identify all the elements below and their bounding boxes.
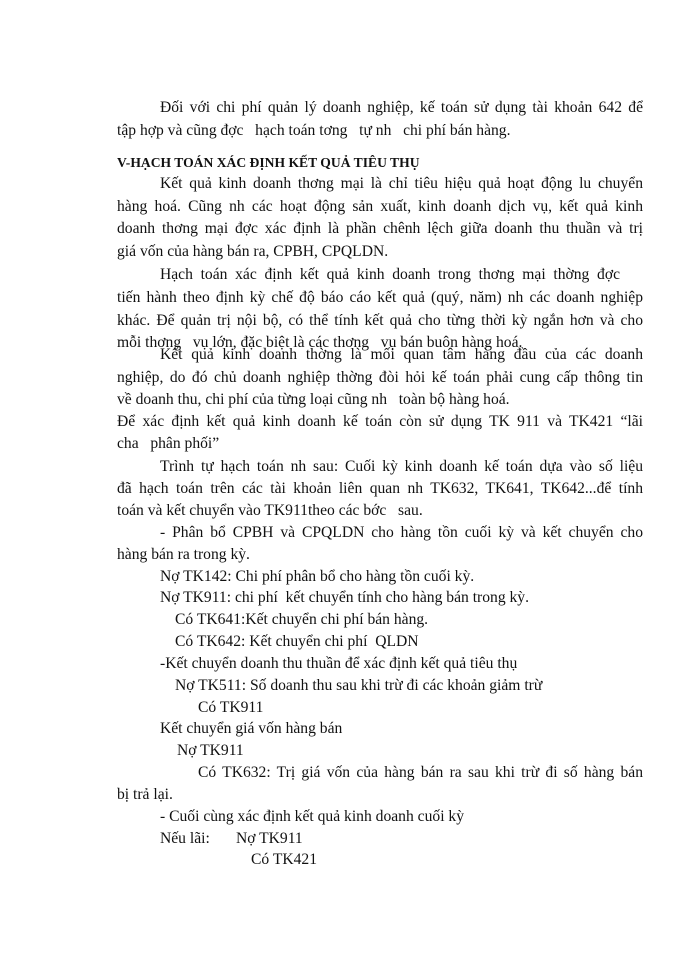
paragraph-line: toán và kết chuyển vào TK911theo các bớc sau. <box>117 502 423 519</box>
journal-entry-line: Nợ TK142: Chi phí phân bổ cho hàng tồn cuối kỳ. <box>160 568 475 585</box>
paragraph-line: hàng bán ra trong kỳ. <box>117 546 250 563</box>
journal-entry-line: Có TK642: Kết chuyển chi phí QLDN <box>175 633 419 650</box>
paragraph-line: Kết quả kinh doanh thờng là mối quan tâm hàng đầu của các doanh <box>160 346 643 363</box>
paragraph-line: Hạch toán xác định kết quả kinh doanh trong thơng mại thờng đợc <box>160 266 620 283</box>
paragraph-line: Kết chuyển giá vốn hàng bán <box>160 720 343 737</box>
paragraph-line: - Cuối cùng xác định kết quả kinh doanh cuối kỳ <box>160 808 465 825</box>
paragraph-line: cha phân phối” <box>117 435 220 452</box>
paragraph-line: khác. Để quản trị nội bộ, có thể tính kết quả cho từng thời kỳ ngắn hơn và cho <box>117 312 643 329</box>
paragraph-line: nghiệp, do đó chủ doanh nghiệp thờng đòi hỏi kế toán phải cung cấp thông tin <box>117 369 643 386</box>
journal-entry-line: Nợ TK911 <box>236 830 303 847</box>
journal-entry-label: Nếu lãi: <box>160 830 210 847</box>
journal-entry-line: Nợ TK911 <box>177 742 244 759</box>
journal-entry-line: Có TK421 <box>251 851 317 868</box>
journal-entry-line: Nợ TK911: chi phí kết chuyển tính cho hàng bán trong kỳ. <box>160 589 530 606</box>
paragraph-line: tiến hành theo định kỳ chế độ báo cáo kết quả (quý, năm) nh các doanh nghiệp <box>117 289 643 306</box>
journal-entry-line: Có TK911 <box>198 699 264 716</box>
paragraph-line: Để xác định kết quả kinh doanh kế toán còn sử dụng TK 911 và TK421 “lãi <box>117 413 643 430</box>
paragraph-line: Đối với chi phí quản lý doanh nghiệp, kế toán sử dụng tài khoản 642 để <box>160 99 643 116</box>
paragraph-line: Trình tự hạch toán nh sau: Cuối kỳ kinh doanh kế toán dựa vào số liệu <box>160 458 643 475</box>
journal-entry-line: Có TK641:Kết chuyển chi phí bán hàng. <box>175 611 429 628</box>
paragraph-line: Kết quả kinh doanh thơng mại là chỉ tiêu hiệu quả hoạt động lu chuyển <box>160 175 643 192</box>
paragraph-line: doanh thơng mại đợc xác định là phần chênh lệch giữa doanh thu thuần và trị <box>117 220 643 237</box>
paragraph-line: về doanh thu, chi phí của từng loại cũng nh toàn bộ hàng hoá. <box>117 391 510 408</box>
paragraph-line: mỗi thơng vụ lớn, đặc biệt là các thơng vụ bán buôn hàng hoá. <box>117 334 523 351</box>
paragraph-line: hàng hoá. Cũng nh các hoạt động sản xuất, kinh doanh dịch vụ, kết quả kinh <box>117 198 643 215</box>
section-heading: V-HẠCH TOÁN XÁC ĐỊNH KẾT QUẢ TIÊU THỤ <box>117 155 420 170</box>
journal-entry-line: Nợ TK511: Số doanh thu sau khi trừ đi các khoản giảm trừ <box>175 677 543 694</box>
paragraph-line: bị trả lại. <box>117 786 173 803</box>
paragraph-line: -Kết chuyển doanh thu thuần để xác định kết quả tiêu thụ <box>160 655 518 672</box>
paragraph-line: - Phân bổ CPBH và CPQLDN cho hàng tồn cuối kỳ và kết chuyển cho <box>160 524 643 541</box>
paragraph-line: tập hợp và cũng đợc hạch toán tơng tự nh chi phí bán hàng. <box>117 122 511 139</box>
paragraph-line: đã hạch toán trên các tài khoản liên quan nh TK632, TK641, TK642...để tính <box>117 480 643 497</box>
journal-entry-line: Có TK632: Trị giá vốn của hàng bán ra sau khi trừ đi số hàng bán <box>198 764 643 781</box>
paragraph-line: giá vốn của hàng bán ra, CPBH, CPQLDN. <box>117 243 389 260</box>
